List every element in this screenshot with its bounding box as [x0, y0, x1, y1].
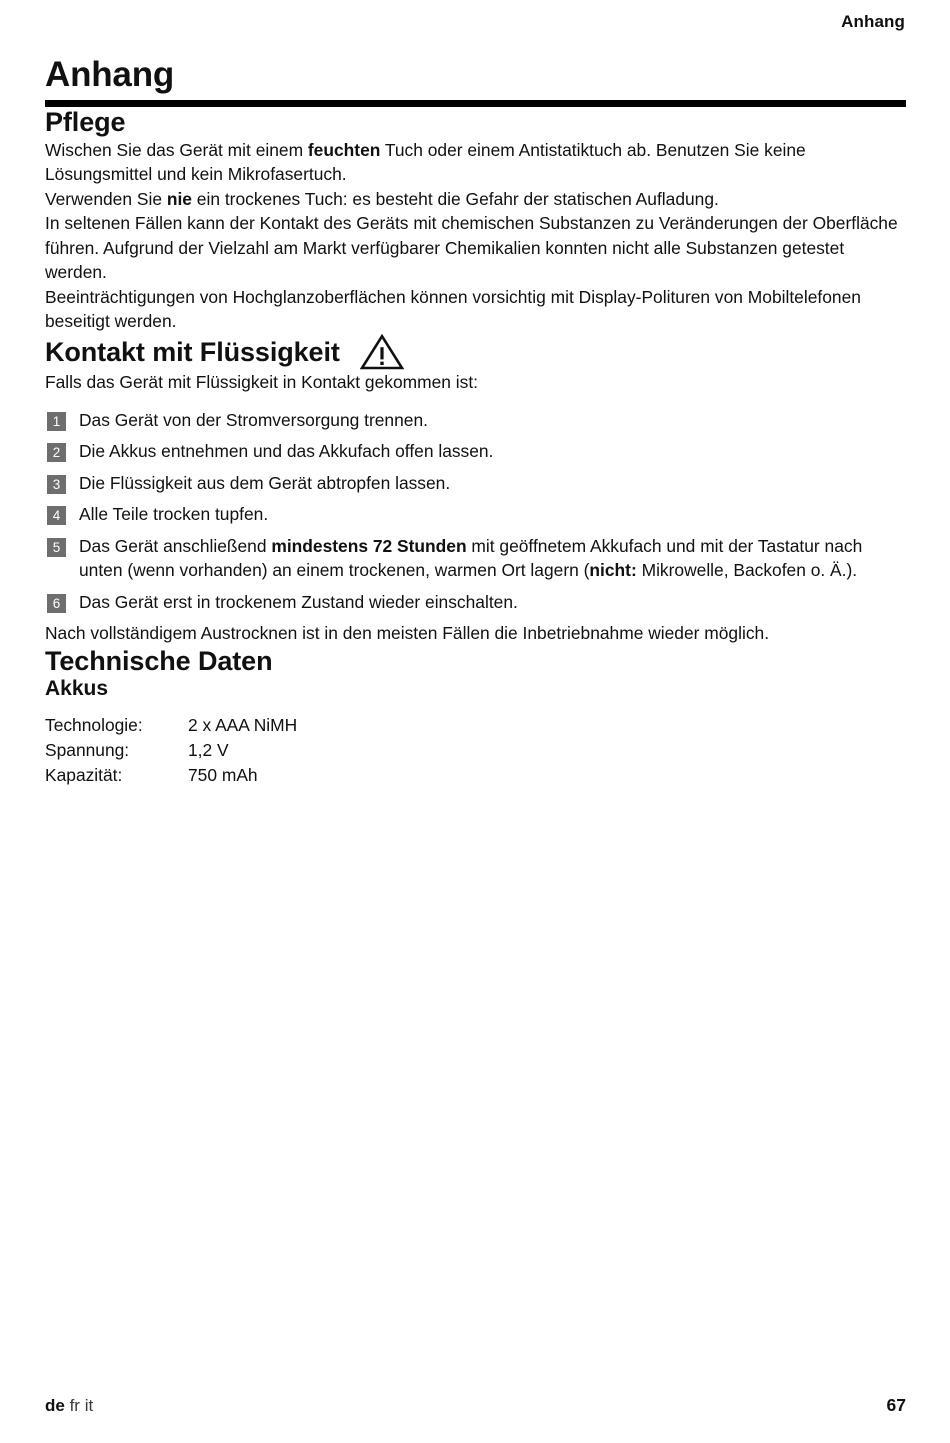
section-heading-technische-daten: Technische Daten — [45, 645, 273, 676]
paragraph-kontakt-intro: Falls das Gerät mit Flüssigkeit in Kontakt gekommen ist: — [45, 372, 478, 392]
step-number-badge: 5 — [47, 538, 66, 557]
language-de: de — [45, 1396, 65, 1415]
spec-label: Spannung: — [45, 739, 130, 760]
step-text: Das Gerät von der Stromversorgung trennen. — [79, 409, 428, 430]
title-rule — [45, 100, 906, 107]
liquid-contact-step-list — [45, 408, 905, 615]
step-text: Die Flüssigkeit aus dem Gerät abtropfen lassen. — [79, 472, 451, 493]
step-text: Das Gerät anschließend mindestens 72 Stunden mit geöffnetem Akkufach und mit der Tastatur nach unten (wenn vorhanden) an einem trockenen, warmen Ort lagern (nicht: Mikrowelle, Backofen o. Ä.). — [79, 535, 863, 581]
step-number-badge: 6 — [47, 594, 66, 613]
spec-value: 1,2 V — [188, 739, 229, 760]
list-item — [45, 408, 905, 433]
paragraph-kontakt-closing: Nach vollständigem Austrocknen ist in den meisten Fällen die Inbetriebnahme wieder möglich. — [45, 623, 770, 644]
running-header-text: Anhang — [841, 12, 905, 31]
language-indicator — [45, 1396, 93, 1416]
page-footer — [45, 1395, 906, 1416]
running-header — [45, 0, 905, 44]
list-item — [45, 534, 905, 583]
subsection-heading-akkus: Akkus — [45, 676, 109, 700]
section-heading-kontakt-mit-fluessigkeit — [45, 334, 905, 370]
step-text: Das Gerät erst in trockenem Zustand wieder einschalten. — [79, 591, 518, 612]
list-item — [45, 590, 905, 615]
table-row — [45, 763, 297, 788]
paragraph-pflege-1: Wischen Sie das Gerät mit einem feuchten Tuch oder einem Antistatiktuch ab. Benutzen Sie keine Lösungsmittel und kein Mikrofasertuch. — [45, 139, 806, 185]
spec-label: Kapazität: — [45, 764, 123, 785]
step-text: Die Akkus entnehmen und das Akkufach offen lassen. — [79, 441, 494, 462]
step-number-badge: 3 — [47, 475, 66, 494]
page-title: Anhang — [45, 55, 175, 94]
akkus-spec-table — [45, 713, 297, 788]
paragraph-pflege-2: Verwenden Sie nie ein trockenes Tuch: es besteht die Gefahr der statischen Aufladung. — [45, 188, 719, 209]
page-number: 67 — [886, 1395, 906, 1415]
spec-value: 2 x AAA NiMH — [188, 714, 298, 735]
list-item — [45, 439, 905, 464]
warning-triangle-icon — [360, 334, 404, 370]
step-number-badge: 2 — [47, 443, 66, 462]
table-row — [45, 738, 297, 763]
paragraph-pflege-3: In seltenen Fällen kann der Kontakt des Geräts mit chemischen Substanzen zu Veränderungen der Oberfläche führen. Aufgrund der Vielzahl am Markt verfügbarer Chemikalien konnten nicht alle Substanzen getestet werden. — [45, 213, 898, 283]
list-item — [45, 471, 905, 496]
step-number-badge: 4 — [47, 506, 66, 525]
language-it: it — [84, 1396, 94, 1415]
table-row — [45, 713, 297, 738]
paragraph-pflege-4: Beeinträchtigungen von Hochglanzoberflächen können vorsichtig mit Display-Polituren von Mobiltelefonen beseitigt werden. — [45, 286, 861, 332]
spec-label: Technologie: — [45, 714, 143, 735]
section-heading-kontakt-label: Kontakt mit Flüssigkeit — [45, 336, 340, 367]
step-text: Alle Teile trocken tupfen. — [79, 504, 269, 525]
section-heading-pflege: Pflege — [45, 106, 126, 137]
list-item — [45, 502, 905, 527]
step-number-badge: 1 — [47, 412, 66, 431]
language-fr: fr — [69, 1396, 80, 1415]
spec-value: 750 mAh — [188, 764, 258, 785]
